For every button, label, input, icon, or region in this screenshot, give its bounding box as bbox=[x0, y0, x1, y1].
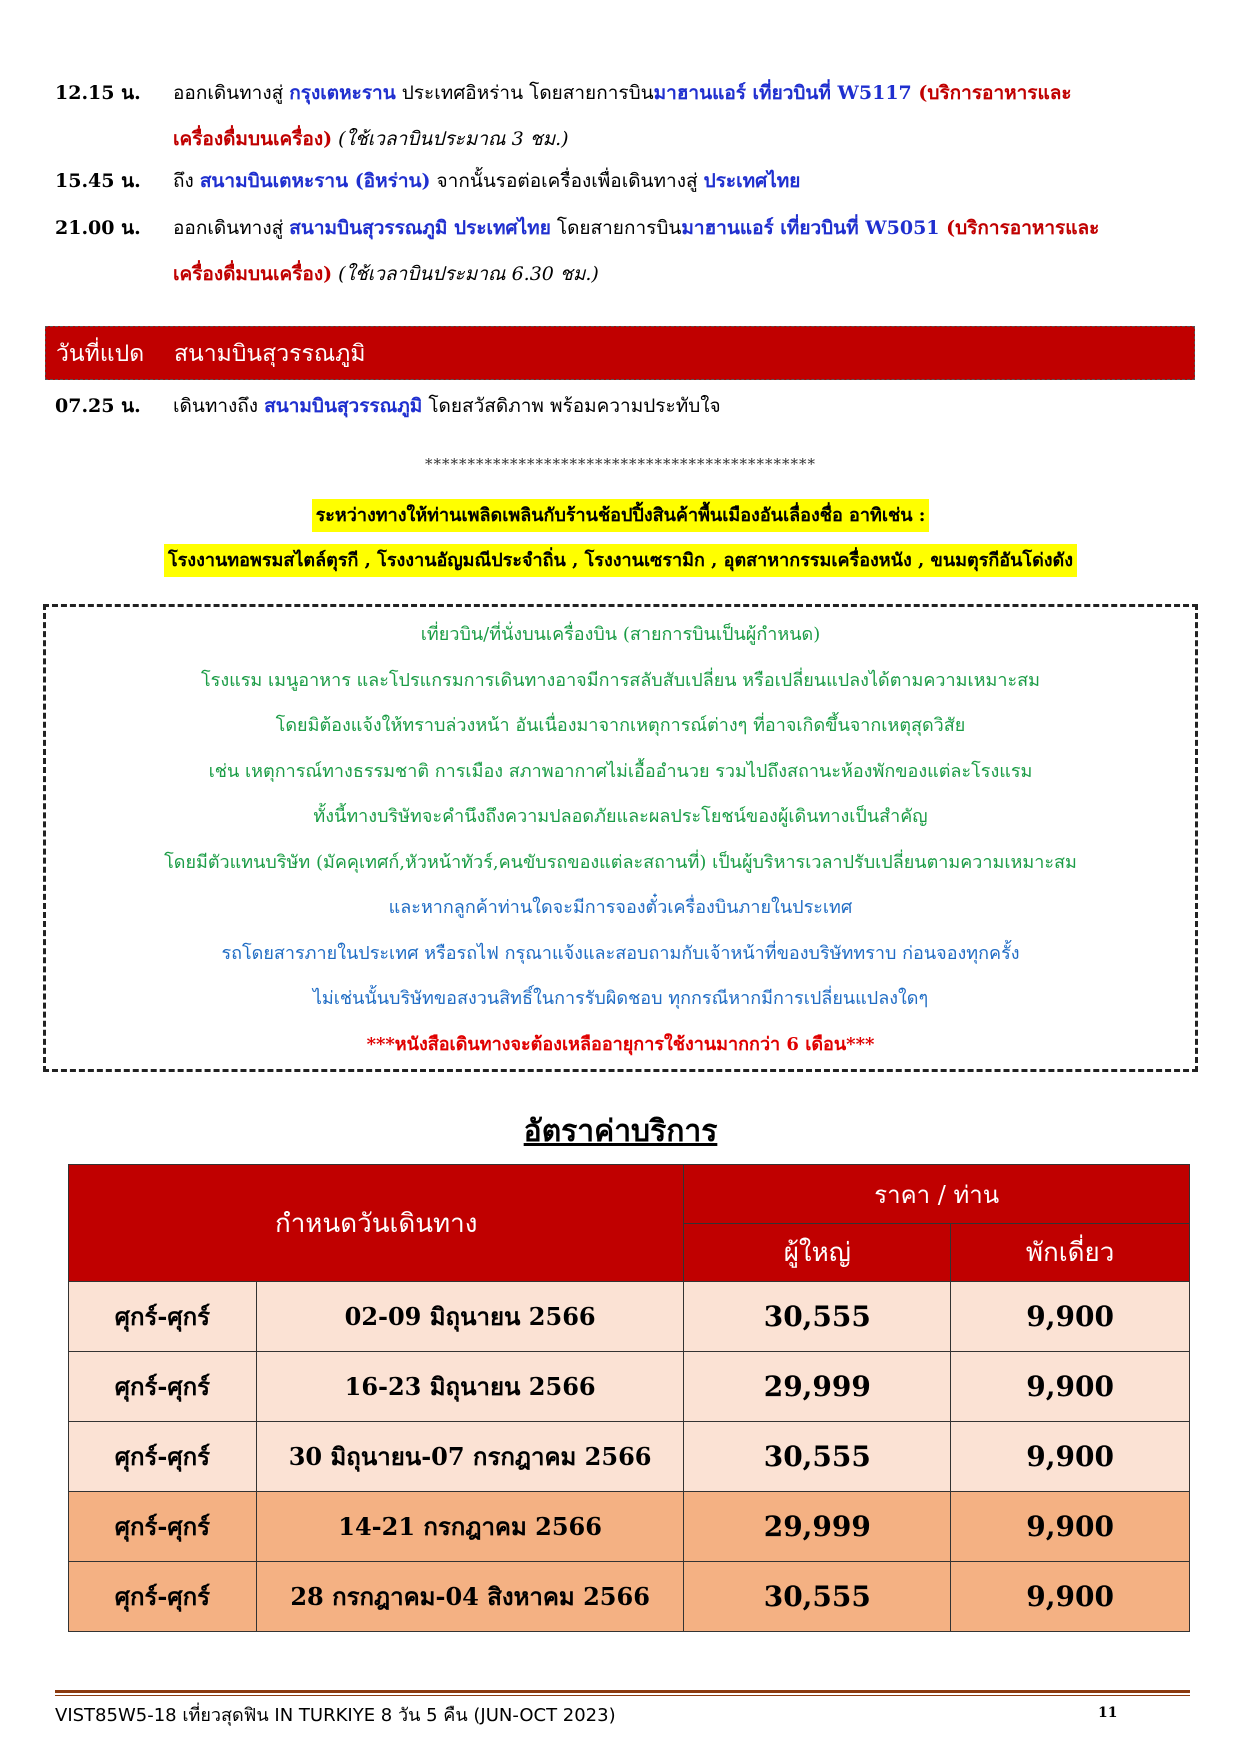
price-single: 9,900 bbox=[951, 1492, 1190, 1562]
price-single: 9,900 bbox=[951, 1282, 1190, 1352]
price-table bbox=[68, 1164, 1190, 1632]
price-date: 16-23 มิถุนายน 2566 bbox=[256, 1352, 684, 1422]
price-day: ศุกร์-ศุกร์ bbox=[69, 1352, 257, 1422]
price-date: 02-09 มิถุนายน 2566 bbox=[256, 1282, 684, 1352]
text-segment: ประเทศไทย bbox=[703, 170, 801, 192]
text-segment: ออกเดินทางสู่ bbox=[173, 217, 290, 239]
price-row bbox=[69, 1352, 1190, 1422]
day-label: วันที่แปด bbox=[56, 341, 145, 367]
shopping-highlight-1 bbox=[0, 500, 1241, 529]
star-divider: ********************************************** bbox=[425, 455, 816, 473]
itinerary-text bbox=[173, 70, 1233, 162]
text-segment: เครื่องดื่มบนเครื่อง) bbox=[173, 128, 333, 150]
text-segment: โดยสายการบิน bbox=[550, 217, 682, 239]
notice-line: และหากลูกค้าท่านใดจะมีการจองตั๋วเครื่องบินภายในประเทศ bbox=[388, 897, 853, 918]
price-day: ศุกร์-ศุกร์ bbox=[69, 1422, 257, 1492]
itinerary-text bbox=[173, 205, 1233, 297]
itinerary-time: 15.45 น. bbox=[55, 170, 141, 192]
notice-line: เช่น เหตุการณ์ทางธรรมชาติ การเมือง สภาพอากาศไม่เอื้ออำนวย รวมไปถึงสถานะห้องพักของแต่ละโรงแรม bbox=[208, 760, 1033, 782]
text-segment: สนามบินเตหะราน (อิหร่าน) bbox=[199, 170, 431, 192]
arrival-time: 07.25 น. bbox=[55, 395, 141, 417]
text-segment: กรุงเตหะราน bbox=[289, 82, 396, 104]
header-travel-date: กำหนดวันเดินทาง bbox=[69, 1165, 684, 1282]
page-number: 11 bbox=[1098, 1705, 1118, 1721]
text-segment: (ใช้เวลาบินประมาณ 6.30 ชม.) bbox=[332, 263, 599, 285]
notice-line: ทั้งนี้ทางบริษัทจะคำนึงถึงความปลอดภัยและผลประโยชน์ของผู้เดินทางเป็นสำคัญ bbox=[313, 806, 928, 827]
text-segment: (ใช้เวลาบินประมาณ 3 ชม.) bbox=[332, 128, 569, 150]
day-place: สนามบินสุวรรณภูมิ bbox=[174, 341, 366, 367]
text-segment: โดยสวัสดิภาพ พร้อมความประทับใจ bbox=[422, 395, 721, 417]
text-segment: สนามบินสุวรรณภูมิ ประเทศไทย bbox=[289, 217, 551, 239]
notice-line: เที่ยวบิน/ที่นั่งบนเครื่องบิน (สายการบินเป็นผู้กำหนด) bbox=[420, 624, 821, 645]
price-adult: 30,555 bbox=[684, 1562, 951, 1632]
notice-line: โรงแรม เมนูอาหาร และโปรแกรมการเดินทางอาจมีการสลับสับเปลี่ยน หรือเปลี่ยนแปลงได้ตามความเหมาะสม bbox=[201, 669, 1040, 691]
price-date: 30 มิถุนายน-07 กรกฎาคม 2566 bbox=[256, 1422, 684, 1492]
highlight-text-2: โรงงานทอพรมสไตล์ตุรกี , โรงงานอัญมณีประจำถิ่น , โรงงานเซรามิก , อุตสาหากรรมเครื่องหนัง , ขนมตุรกีอันโด่งดัง bbox=[164, 544, 1077, 577]
footer-rule-thin bbox=[55, 1695, 1190, 1696]
text-segment: ประเทศอิหร่าน โดยสายการบิน bbox=[395, 82, 654, 104]
notice-line: โดยมีตัวแทนบริษัท (มัคคุเทศก์,หัวหน้าทัวร์,คนขับรถของแต่ละสถานที่) เป็นผู้บริหารเวลาปรับเปลี่ยนตามความเหมาะสม bbox=[164, 851, 1077, 873]
text-segment: ถึง bbox=[173, 170, 200, 192]
price-day: ศุกร์-ศุกร์ bbox=[69, 1282, 257, 1352]
text-segment: จากนั้นรอต่อเครื่องเพื่อเดินทางสู่ bbox=[430, 170, 704, 192]
price-date: 28 กรกฎาคม-04 สิงหาคม 2566 bbox=[256, 1562, 684, 1632]
text-segment: ออกเดินทางสู่ bbox=[173, 82, 290, 104]
text-segment: (บริการอาหารและ bbox=[911, 82, 1072, 104]
notice-line: ไม่เช่นนั้นบริษัทขอสงวนสิทธิ์ในการรับผิดชอบ ทุกกรณีหากมีการเปลี่ยนแปลงใดๆ bbox=[312, 988, 929, 1009]
footer-rule bbox=[55, 1690, 1190, 1693]
notice-line: โดยมิต้องแจ้งให้ทราบล่วงหน้า อันเนื่องมาจากเหตุการณ์ต่างๆ ที่อาจเกิดขึ้นจากเหตุสุดวิสัย bbox=[275, 715, 966, 736]
price-single: 9,900 bbox=[951, 1562, 1190, 1632]
price-day: ศุกร์-ศุกร์ bbox=[69, 1562, 257, 1632]
text-segment: สนามบินสุวรรณภูมิ bbox=[264, 395, 423, 417]
text-segment: มาฮานแอร์ เที่ยวบินที่ W5117 bbox=[653, 82, 912, 104]
itinerary-time: 21.00 น. bbox=[55, 217, 141, 239]
notice-line: ***หนังสือเดินทางจะต้องเหลืออายุการใช้งานมากกว่า 6 เดือน*** bbox=[366, 1033, 875, 1055]
header-adult: ผู้ใหญ่ bbox=[684, 1224, 951, 1282]
price-day: ศุกร์-ศุกร์ bbox=[69, 1492, 257, 1562]
price-date: 14-21 กรกฎาคม 2566 bbox=[256, 1492, 684, 1562]
rates-title: อัตราค่าบริการ bbox=[523, 1114, 718, 1149]
price-adult: 29,999 bbox=[684, 1492, 951, 1562]
text-segment: (บริการอาหารและ bbox=[939, 217, 1100, 239]
footer-title: VIST85W5-18 เที่ยวสุดฟิน IN TURKIYE 8 วัน 5 คืน (JUN-OCT 2023) bbox=[55, 1705, 616, 1726]
price-row bbox=[69, 1562, 1190, 1632]
price-single: 9,900 bbox=[951, 1422, 1190, 1492]
day-eight-header bbox=[45, 326, 1195, 380]
price-row bbox=[69, 1422, 1190, 1492]
notice-line: รถโดยสารภายในประเทศ หรือรถไฟ กรุณาแจ้งและสอบถามกับเจ้าหน้าที่ของบริษัททราบ ก่อนจองทุกครั้ง bbox=[221, 942, 1020, 964]
price-adult: 29,999 bbox=[684, 1352, 951, 1422]
text-segment: เครื่องดื่มบนเครื่อง) bbox=[173, 263, 333, 285]
notice-box bbox=[43, 604, 1198, 1072]
highlight-text-1: ระหว่างทางให้ท่านเพลิดเพลินกับร้านช้อปปิ้งสินค้าพื้นเมืองอันเลื่องชื่อ อาทิเช่น : bbox=[312, 499, 930, 532]
shopping-highlight-2 bbox=[0, 545, 1241, 574]
arrival-text bbox=[173, 383, 1233, 429]
itinerary-text bbox=[173, 158, 1233, 204]
price-adult: 30,555 bbox=[684, 1282, 951, 1352]
itinerary-time: 12.15 น. bbox=[55, 82, 141, 104]
price-adult: 30,555 bbox=[684, 1422, 951, 1492]
header-price-per-person: ราคา / ท่าน bbox=[684, 1165, 1190, 1224]
price-row bbox=[69, 1492, 1190, 1562]
header-single: พักเดี่ยว bbox=[951, 1224, 1190, 1282]
text-segment: มาฮานแอร์ เที่ยวบินที่ W5051 bbox=[681, 217, 940, 239]
price-single: 9,900 bbox=[951, 1352, 1190, 1422]
text-segment: เดินทางถึง bbox=[173, 395, 265, 417]
price-row bbox=[69, 1282, 1190, 1352]
